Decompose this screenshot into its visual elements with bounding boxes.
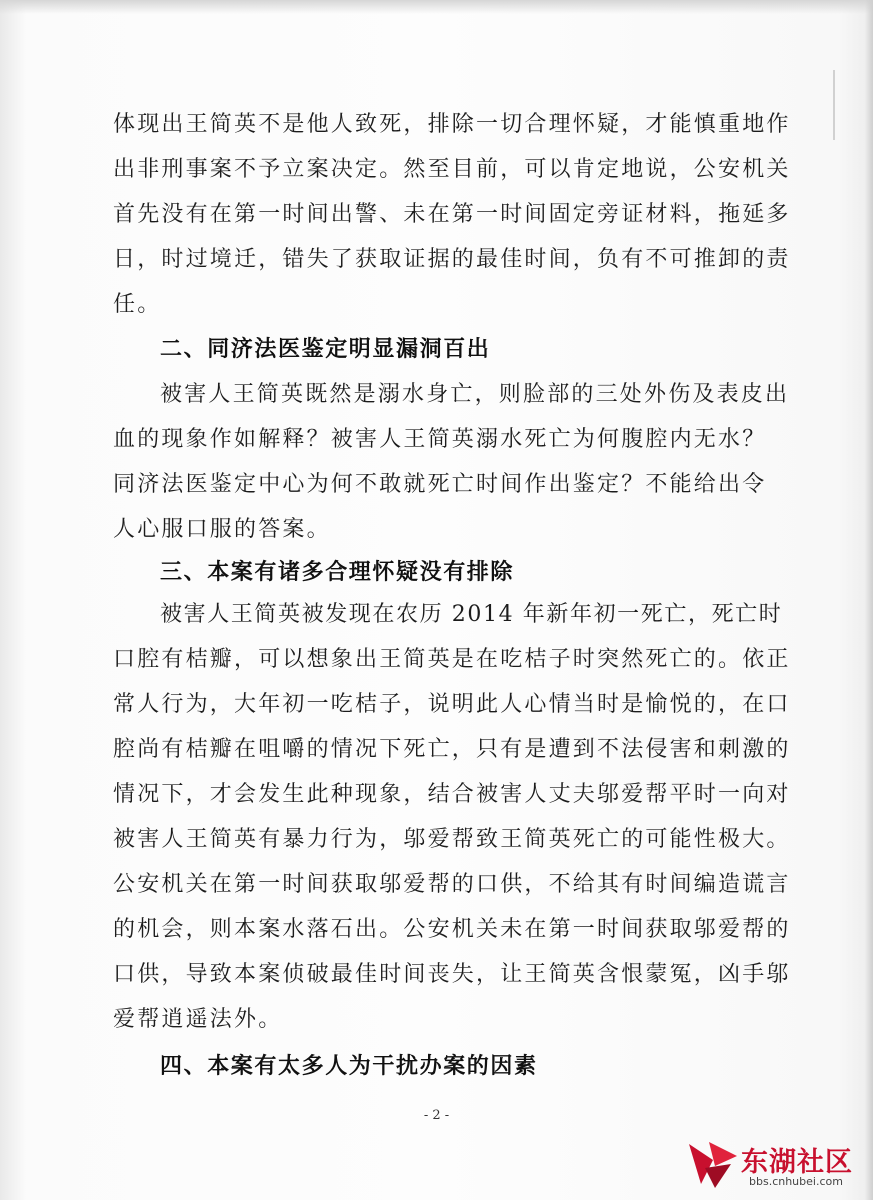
body-line-20: 口供，导致本案侦破最佳时间丧失，让王简英含恨蒙冤，凶手邬 <box>113 962 791 987</box>
watermark-url: bbs.cnhubei.com <box>749 1175 843 1188</box>
body-line-13: 口腔有桔瓣，可以想象出王简英是在吃桔子时突然死亡的。依正 <box>113 647 791 672</box>
body-line-16: 情况下，才会发生此种现象，结合被害人丈夫邬爱帮平时一向对 <box>113 782 791 807</box>
section-heading-3: 三、本案有诸多合理怀疑没有排除 <box>160 560 515 585</box>
page-number: - 2 - <box>423 1108 450 1123</box>
logo-mark-icon <box>685 1138 741 1190</box>
watermark-title: 东湖社区 <box>741 1147 853 1178</box>
section-heading-2: 二、同济法医鉴定明显漏洞百出 <box>160 337 491 362</box>
section-heading-4: 四、本案有太多人为干扰办案的因素 <box>160 1054 538 1079</box>
body-line-14: 常人行为，大年初一吃桔子，说明此人心情当时是愉悦的，在口 <box>113 692 791 717</box>
body-line-3: 首先没有在第一时间出警、未在第一时间固定旁证材料，拖延多 <box>113 202 791 227</box>
body-line-21: 爱帮逍遥法外。 <box>113 1007 283 1032</box>
body-line-8: 血的现象作如解释？被害人王简英溺水死亡为何腹腔内无水？ <box>113 427 767 452</box>
scan-artifact <box>833 70 835 140</box>
body-line-7: 被害人王简英既然是溺水身亡，则脸部的三处外伤及表皮出 <box>160 382 790 407</box>
body-line-2: 出非刑事案不予立案决定。然至目前，可以肯定地说，公安机关 <box>113 157 791 182</box>
body-line-5: 任。 <box>113 292 162 317</box>
body-line-9: 同济法医鉴定中心为何不敢就死亡时间作出鉴定？不能给出令 <box>113 472 767 497</box>
site-watermark <box>685 1138 865 1194</box>
body-line-19: 的机会，则本案水落石出。公安机关未在第一时间获取邬爱帮的 <box>113 917 791 942</box>
body-line-10: 人心服口服的答案。 <box>113 517 331 542</box>
body-line-1: 体现出王简英不是他人致死，排除一切合理怀疑，才能慎重地作 <box>113 112 791 137</box>
body-line-15: 腔尚有桔瓣在咀嚼的情况下死亡，只有是遭到不法侵害和刺激的 <box>113 737 791 762</box>
body-line-12: 被害人王简英被发现在农历 2014 年新年初一死亡，死亡时 <box>160 602 783 627</box>
body-line-4: 日，时过境迁，错失了获取证据的最佳时间，负有不可推卸的责 <box>113 247 791 272</box>
body-line-18: 公安机关在第一时间获取邬爱帮的口供，不给其有时间编造谎言 <box>113 872 791 897</box>
body-line-17: 被害人王简英有暴力行为，邬爱帮致王简英死亡的可能性极大。 <box>113 827 791 852</box>
